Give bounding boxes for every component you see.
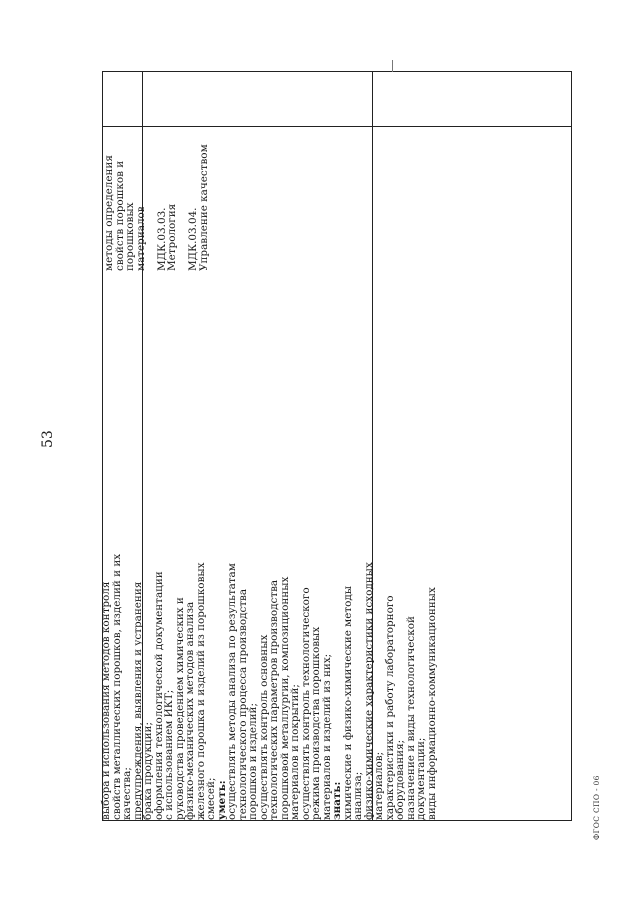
table-row-divider [102, 126, 572, 127]
text-line: выбора и использования методов контроля [100, 581, 112, 820]
text-line: осуществлять контроль основных [257, 634, 270, 820]
skills-knowledge-column [101, 554, 437, 820]
text-line: порошковых [124, 202, 136, 271]
text-line: Метрология [166, 203, 178, 271]
text-line: смесей; [205, 777, 217, 820]
text-line: руководства проведением химических и [173, 597, 186, 820]
text-line: физико-химические характеристики исходных [362, 562, 375, 820]
text-line: характеристики и работу лабораторного [383, 595, 396, 820]
text-line: с использованием ИКТ; [163, 689, 175, 820]
mdk-courses-column [104, 144, 209, 271]
page-number: 53 [40, 430, 56, 448]
text-line: осуществлять методы анализа по результатам [226, 563, 238, 820]
text-line: оформления технологической документации [152, 571, 165, 820]
text-line: качества; [121, 767, 133, 820]
text-line: знать: [331, 781, 343, 820]
text-line: виды информационно-коммуникационных [425, 587, 438, 820]
text-line: свойств металлических порошков, изделий и их [110, 553, 123, 820]
text-line [146, 144, 157, 271]
text-line: Управление качеством [197, 144, 210, 271]
text-line: осуществлять контроль технологического [299, 587, 312, 820]
text-line: технологического процесса производства [236, 588, 249, 820]
text-line: порошков и изделий; [247, 703, 259, 820]
text-line: оборудования; [394, 739, 406, 820]
text-line: химические и физико-химические методы [341, 585, 354, 820]
text-line: МДК.03.03. [155, 207, 168, 271]
text-line: брака продукции; [142, 722, 154, 820]
table-edge-mark [392, 60, 393, 72]
text-line: методы определения [103, 155, 115, 271]
text-line: материалов и покрытий; [289, 684, 301, 820]
text-line: физико-механических методов анализа [184, 601, 196, 820]
text-line: материалов [134, 206, 147, 271]
text-line: назначение и виды технологической [404, 616, 417, 820]
text-line: технологических параметров производства [268, 579, 280, 820]
text-line: железного порошка и изделий из порошковых [194, 562, 207, 820]
text-line: предупреждения, выявления и устранения [131, 581, 144, 820]
text-line: уметь: [215, 780, 228, 820]
footer-code: ФГОС СПО - 06 [592, 775, 601, 840]
text-line: материалов и изделий из них; [320, 653, 333, 820]
text-line: порошковой металлургии, композиционных [278, 576, 291, 820]
text-line: режима производства порошковых [310, 626, 322, 820]
text-line: материалов; [373, 751, 385, 820]
text-line: МДК.03.04. [187, 207, 199, 271]
text-line: анализа; [352, 771, 364, 820]
text-line: свойств порошков и [113, 160, 126, 271]
text-line: документации; [415, 737, 427, 820]
